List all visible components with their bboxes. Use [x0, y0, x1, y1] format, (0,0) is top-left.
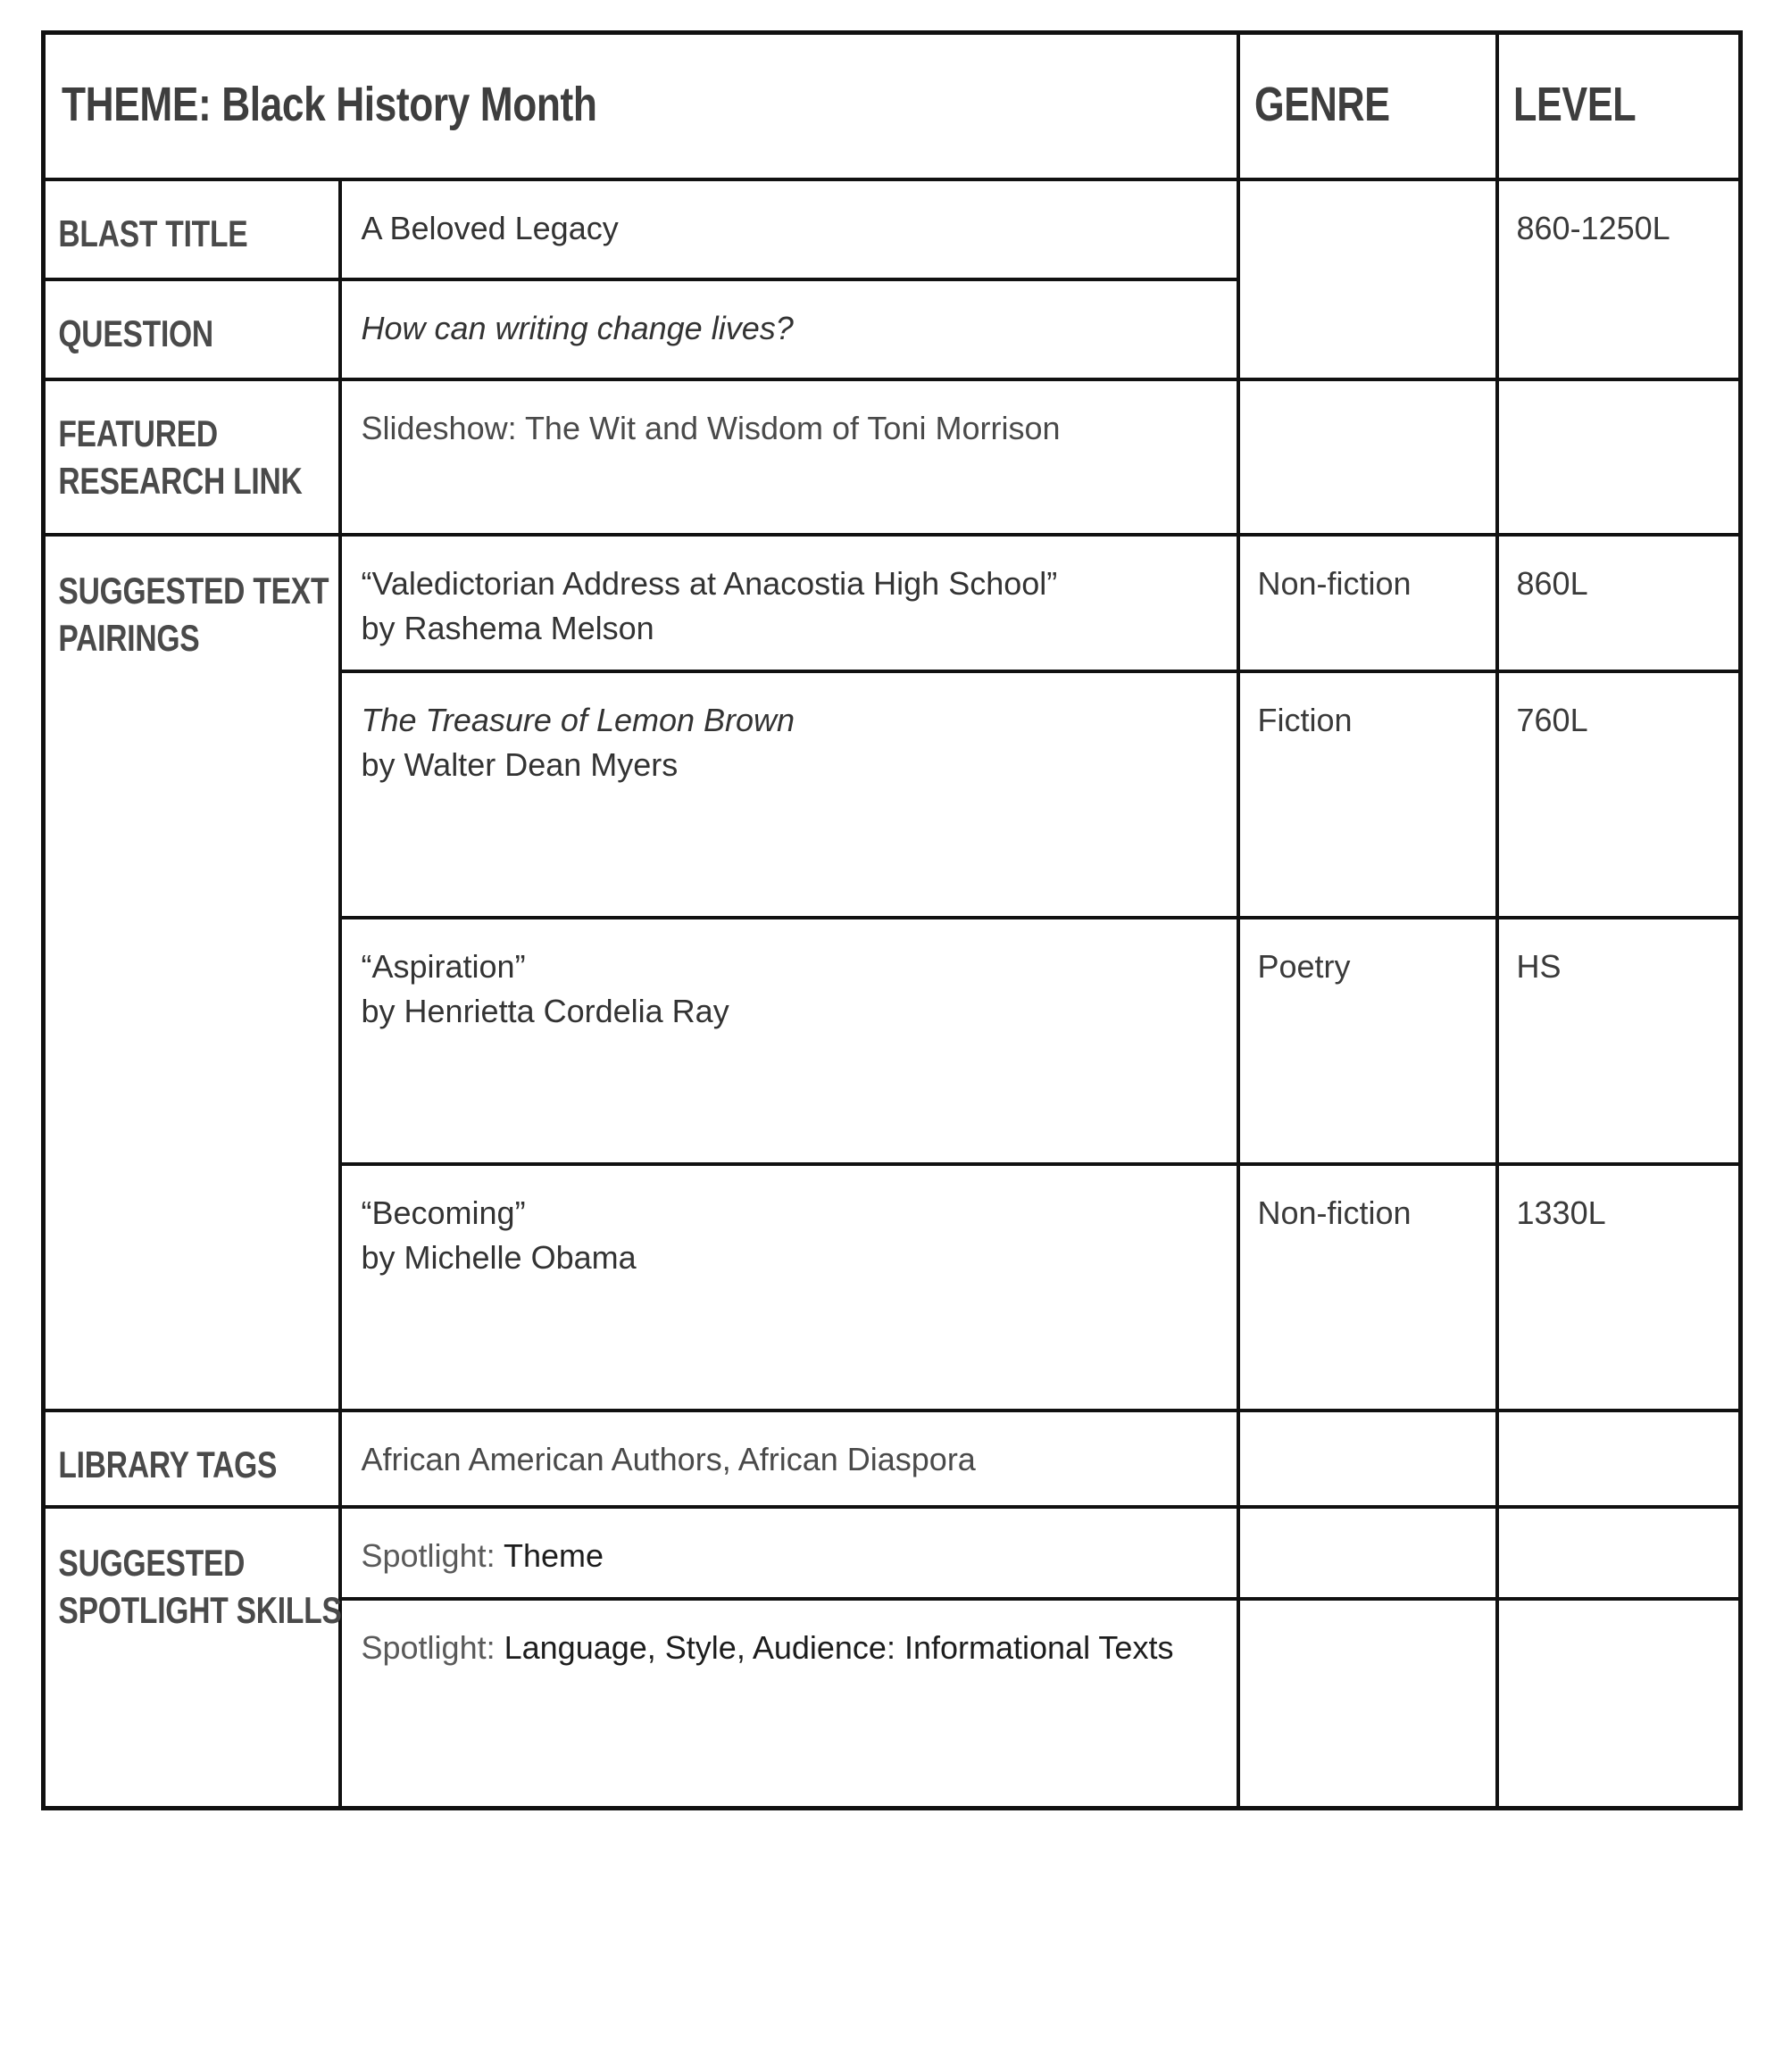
text-pairing-byline: by Rashema Melson	[361, 609, 654, 646]
genre-cell-text-pairing-1	[1238, 535, 1497, 671]
spotlight-skill-entry	[342, 1601, 1237, 1690]
row-label-line-1: FEATURED	[58, 412, 218, 454]
text-pairing-genre: Poetry	[1257, 948, 1351, 986]
row-label-line-1: SUGGESTED	[58, 570, 246, 612]
spotlight-skill-cell-1	[340, 1507, 1238, 1600]
genre-cell-text-pairing-3	[1238, 918, 1497, 1164]
row-label-line-2: TEXT PAIRINGS	[58, 570, 329, 660]
spotlight-skill-value: Theme	[503, 1536, 604, 1574]
text-pairing-genre: Fiction	[1257, 702, 1353, 739]
level-cell-text-pairing-2	[1497, 671, 1741, 918]
blast-title-level-value: 860-1250L	[1516, 210, 1670, 246]
row-label-featured-research-link	[46, 381, 358, 521]
text-pairing-byline: by Henrietta Cordelia Ray	[361, 993, 729, 1030]
level-cell-library-tags-empty	[1497, 1410, 1741, 1506]
genre-cell-text-pairing-4	[1238, 1164, 1497, 1410]
text-pairing-cell-4	[340, 1164, 1238, 1410]
text-pairing-byline: by Michelle Obama	[361, 1239, 637, 1277]
theme-reference-table	[41, 30, 1743, 1810]
text-pairing-genre: Non-fiction	[1257, 565, 1412, 602]
row-label-line-2: RESEARCH LINK	[58, 460, 303, 503]
row-label-line-2: SPOTLIGHT	[58, 1589, 229, 1631]
spotlight-skill-entry	[342, 1509, 1237, 1598]
row-label-blast-title: BLAST TITLE	[58, 212, 248, 254]
row-label-cell-library-tags	[44, 1410, 340, 1506]
genre-cell-spotlight-skill-1-empty	[1238, 1507, 1497, 1600]
text-pairing-byline: by Walter Dean Myers	[361, 746, 679, 784]
row-value-cell-library-tags	[340, 1410, 1238, 1506]
text-pairing-entry	[342, 537, 1237, 670]
row-label-cell-suggested-spotlight-skills	[44, 1507, 340, 1809]
spotlight-skill-value: Language, Style, Audience: Informational Texts	[504, 1629, 1174, 1667]
row-label-line-1: SUGGESTED	[58, 1541, 246, 1584]
spotlight-skill-cell-2	[340, 1599, 1238, 1809]
row-value-cell-blast-title	[340, 179, 1238, 279]
genre-cell-text-pairing-2	[1238, 671, 1497, 918]
row-value-cell-featured-research-link	[340, 379, 1238, 535]
table-row-spotlight-skill-1	[44, 1507, 1741, 1600]
question-value: How can writing change lives?	[361, 310, 794, 346]
row-label-question: QUESTION	[58, 312, 213, 354]
spotlight-skill-prefix: Spotlight:	[361, 1629, 504, 1667]
level-cell-text-pairing-3	[1497, 918, 1741, 1164]
text-pairing-cell-2	[340, 671, 1238, 918]
row-label-cell-blast-title	[44, 179, 340, 279]
theme-header-cell	[44, 33, 1238, 180]
text-pairing-level: 860L	[1516, 565, 1588, 602]
genre-column-header: GENRE	[1253, 78, 1390, 131]
level-cell-blast-title	[1497, 179, 1741, 379]
genre-column-header-cell	[1238, 33, 1497, 180]
row-label-library-tags: LIBRARY TAGS	[58, 1444, 278, 1486]
page-title: THEME: Black History Month	[62, 78, 597, 131]
text-pairing-level: HS	[1516, 948, 1562, 986]
spotlight-skill-prefix: Spotlight:	[361, 1536, 504, 1574]
featured-research-link-value[interactable]: Slideshow: The Wit and Wisdom of Toni Morrison	[361, 410, 1061, 446]
level-cell-spotlight-skill-1-empty	[1497, 1507, 1741, 1600]
level-cell-text-pairing-1	[1497, 535, 1741, 671]
text-pairing-title: The Treasure of Lemon Brown	[361, 702, 795, 739]
row-label-cell-question	[44, 279, 340, 379]
text-pairing-title: “Aspiration”	[361, 948, 526, 986]
text-pairing-cell-1	[340, 535, 1238, 671]
text-pairing-title: “Valedictorian Address at Anacostia High School”	[361, 565, 1058, 602]
text-pairing-entry	[342, 1166, 1237, 1299]
level-cell-spotlight-skill-2-empty	[1497, 1599, 1741, 1809]
level-cell-featured-research-link-empty	[1497, 379, 1741, 535]
table-row-blast-title	[44, 179, 1741, 279]
text-pairing-level: 760L	[1516, 702, 1588, 739]
blast-title-value: A Beloved Legacy	[361, 210, 619, 246]
row-label-cell-featured-research-link	[44, 379, 340, 535]
text-pairing-cell-3	[340, 918, 1238, 1164]
row-label-suggested-spotlight-skills	[46, 1509, 358, 1651]
row-label-cell-suggested-text-pairings	[44, 535, 340, 1410]
level-column-header-cell	[1497, 33, 1741, 180]
genre-cell-featured-research-link-empty	[1238, 379, 1497, 535]
text-pairing-genre: Non-fiction	[1257, 1194, 1412, 1232]
row-label-suggested-text-pairings	[46, 537, 358, 678]
library-tags-value: African American Authors, African Diaspora	[361, 1441, 976, 1478]
table-row-text-pairing-1	[44, 535, 1741, 671]
text-pairing-entry	[342, 920, 1237, 1053]
genre-cell-spotlight-skill-2-empty	[1238, 1599, 1497, 1809]
genre-cell-library-tags-empty	[1238, 1410, 1497, 1506]
text-pairing-entry	[342, 673, 1237, 806]
table-row-featured-research-link	[44, 379, 1741, 535]
level-column-header: LEVEL	[1512, 78, 1636, 131]
text-pairing-title: “Becoming”	[361, 1194, 526, 1232]
table-header-row	[44, 33, 1741, 180]
level-cell-text-pairing-4	[1497, 1164, 1741, 1410]
row-value-cell-question	[340, 279, 1238, 379]
genre-cell-blast-title-empty	[1238, 179, 1497, 379]
table-row-library-tags	[44, 1410, 1741, 1506]
text-pairing-level: 1330L	[1516, 1194, 1606, 1232]
row-label-line-3: SKILLS	[236, 1589, 342, 1631]
